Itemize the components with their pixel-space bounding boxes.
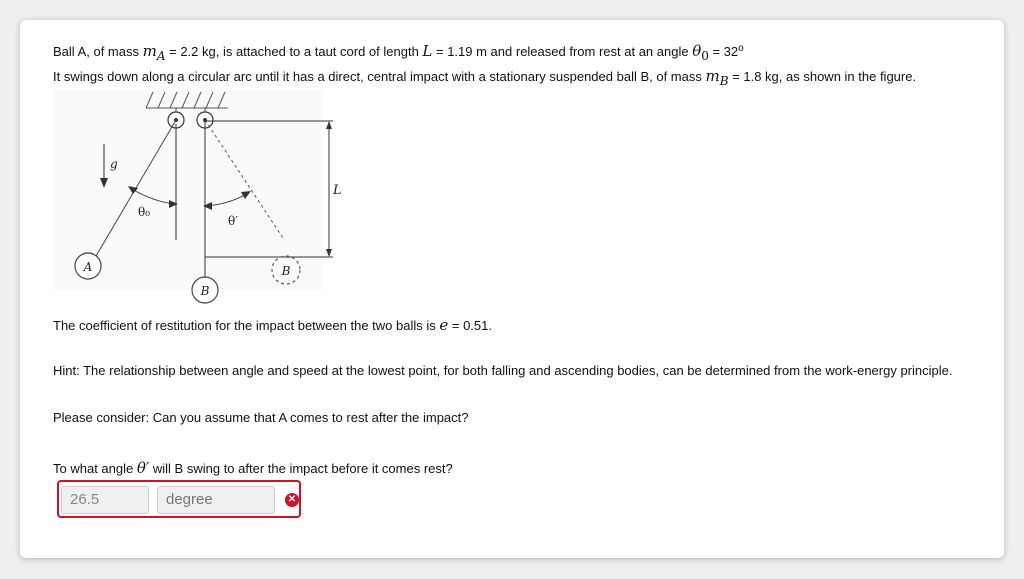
hint-text: Hint: The relationship between angle and speed at the lowest point, for both falling and ascending bodies, can be determined from the work-energy principle. — [53, 363, 953, 378]
incorrect-icon: ✕ — [285, 493, 299, 507]
problem-line-1: Ball A, of mass $m_A = 2.2$ kg, is attached to a taut cord of length L = 1.19 m and released from rest at an angle $\theta_0 = 32^o$ — [53, 42, 744, 63]
label-g: g — [110, 157, 118, 171]
theta-prime-symbol: θ′ — [136, 459, 150, 477]
label-ball-b-swung: B — [281, 264, 291, 278]
label-ball-b: B — [200, 284, 210, 298]
answer-unit-input[interactable]: degree — [157, 486, 275, 514]
label-ball-a: A — [83, 260, 93, 274]
mass-b-symbol: m — [705, 67, 720, 85]
problem-line-2: It swings down along a circular arc until it has a direct, central impact with a stationary suspended ball B, of mass $m_B = 1.8$ kg, as shown in the figure. — [53, 67, 917, 88]
label-theta0: θ₀ — [138, 205, 151, 219]
length-symbol: L — [422, 42, 433, 60]
theta0-symbol: θ — [692, 42, 702, 60]
pendulum-figure — [54, 90, 342, 298]
mass-a-symbol: m — [142, 42, 157, 60]
answer-value-input[interactable]: 26.5 — [61, 486, 149, 514]
label-theta: θ′ — [228, 214, 238, 228]
restitution-symbol: e — [439, 316, 449, 334]
answer-box — [57, 480, 301, 518]
consider-text: Please consider: Can you assume that A comes to rest after the impact? — [53, 410, 469, 425]
label-l: L — [333, 183, 342, 198]
question-text: To what angle θ′ will B swing to after the impact before it comes rest? — [53, 459, 453, 477]
restitution-text: The coefficient of restitution for the impact between the two balls is e = 0.51. — [53, 316, 492, 334]
problem-card — [20, 20, 1004, 558]
